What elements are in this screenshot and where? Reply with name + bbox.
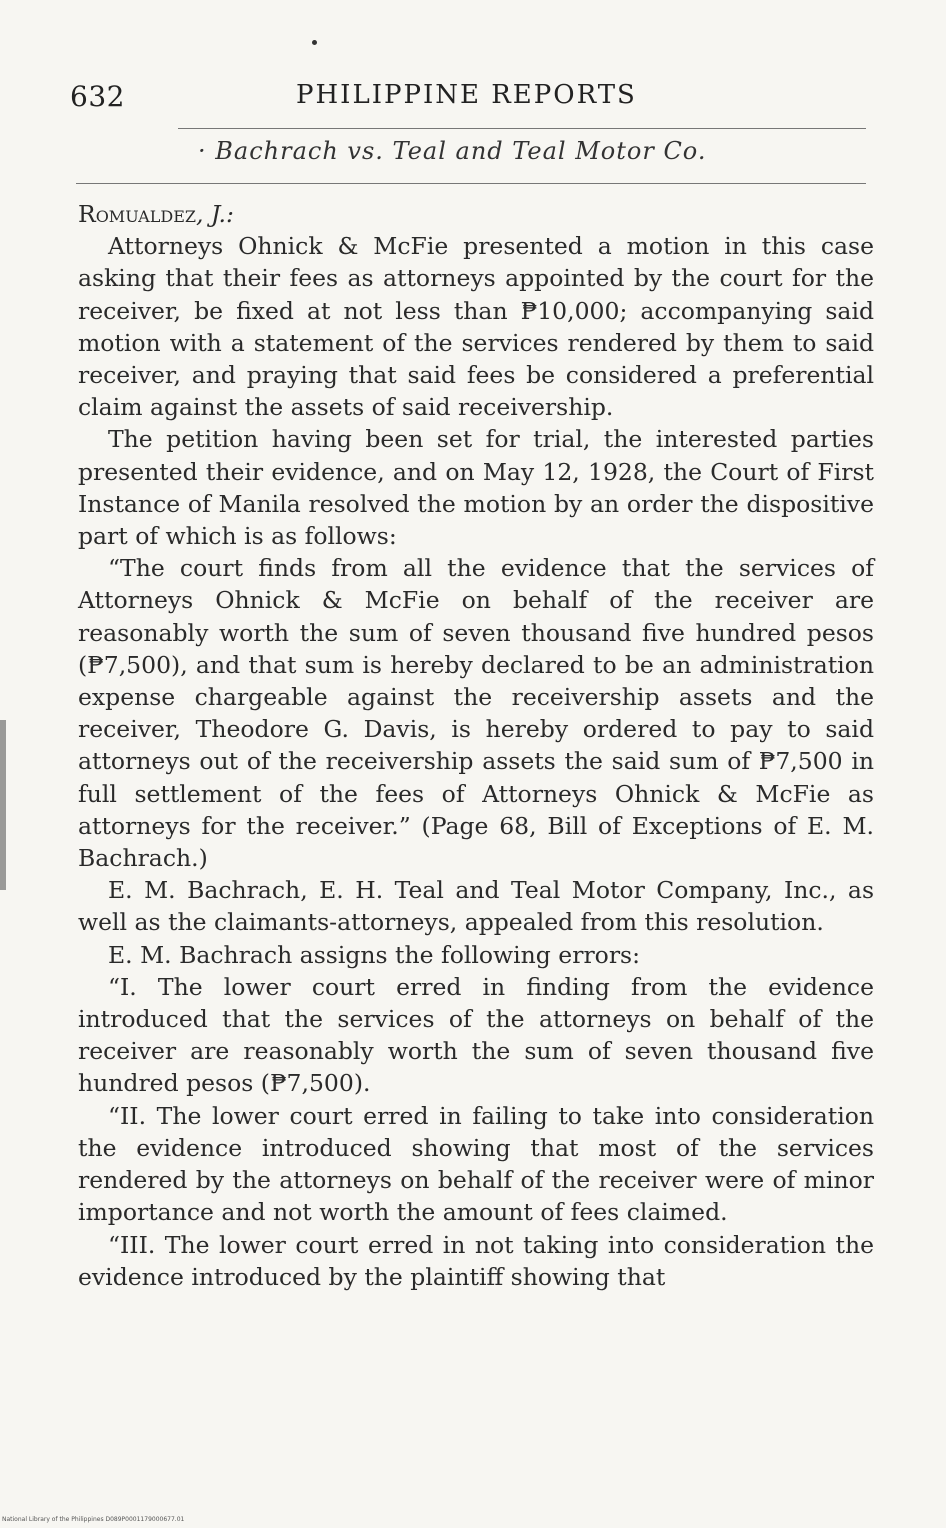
page-header (70, 80, 870, 124)
paragraph-errors-intro: E. M. Bachrach assigns the following errors: (108, 940, 641, 969)
author-suffix: , J.: (196, 200, 234, 228)
author-name: Romualdez (78, 200, 196, 228)
case-title: · Bachrach vs. Teal and Teal Motor Co. (198, 137, 707, 165)
scan-footer: National Library of the Philippines D089P0001179000677.01 (2, 1516, 185, 1523)
page-number: 632 (70, 80, 125, 113)
error-i: “I. The lower court erred in finding from the evidence introduced that the services of the attorneys on behalf of the receiver are reasonably worth the sum of seven thousand five hundred pesos (₱7,500). (78, 972, 874, 1098)
binding-edge (0, 720, 6, 890)
paragraph-appeal: E. M. Bachrach, E. H. Teal and Teal Motor Company, Inc., as well as the claimants-attorneys, appealed from this resolution. (78, 876, 874, 937)
header-rule-top (178, 128, 866, 129)
opinion-body (78, 198, 874, 1293)
paragraph-2: The petition having been set for trial, the interested parties presented their evidence, and on May 12, 1928, the Court of First Instance of Manila resolved the motion by an order the dispositive part of which is as follows: (78, 425, 874, 551)
ink-dot (312, 40, 317, 45)
running-title: PHILIPPINE REPORTS (296, 80, 637, 110)
error-ii: “II. The lower court erred in failing to take into consideration the evidence introduced showing that most of the services rendered by the attorneys on behalf of the receiver were of minor importance and not worth the amount of fees claimed. (78, 1101, 874, 1227)
paragraph-1: Attorneys Ohnick & McFie presented a motion in this case asking that their fees as attorneys appointed by the court for the receiver, be fixed at not less than ₱10,000; accompanying said motion with a statement of the services rendered by them to said receiver, and praying that said fees be considered a preferential claim against the assets of said receivership. (78, 232, 874, 422)
error-iii: “III. The lower court erred in not taking into consideration the evidence introduced by the plaintiff showing that (78, 1230, 874, 1291)
author-line (78, 198, 874, 230)
header-rule-bottom (76, 183, 866, 184)
quoted-order: “The court finds from all the evidence that the services of Attorneys Ohnick & McFie on behalf of the receiver are reasonably worth the sum of seven thousand five hundred pesos (₱7,500), and that sum is hereby declared to be an administration expense chargeable against the receivership assets and the receiver, Theodore G. Davis, is hereby ordered to pay to said attorneys out of the receivership assets the said sum of ₱7,500 in full settlement of the fees of Attorneys Ohnick & McFie as attorneys for the receiver.” (Page 68, Bill of Exceptions of E. M. Bachrach.) (78, 554, 874, 873)
